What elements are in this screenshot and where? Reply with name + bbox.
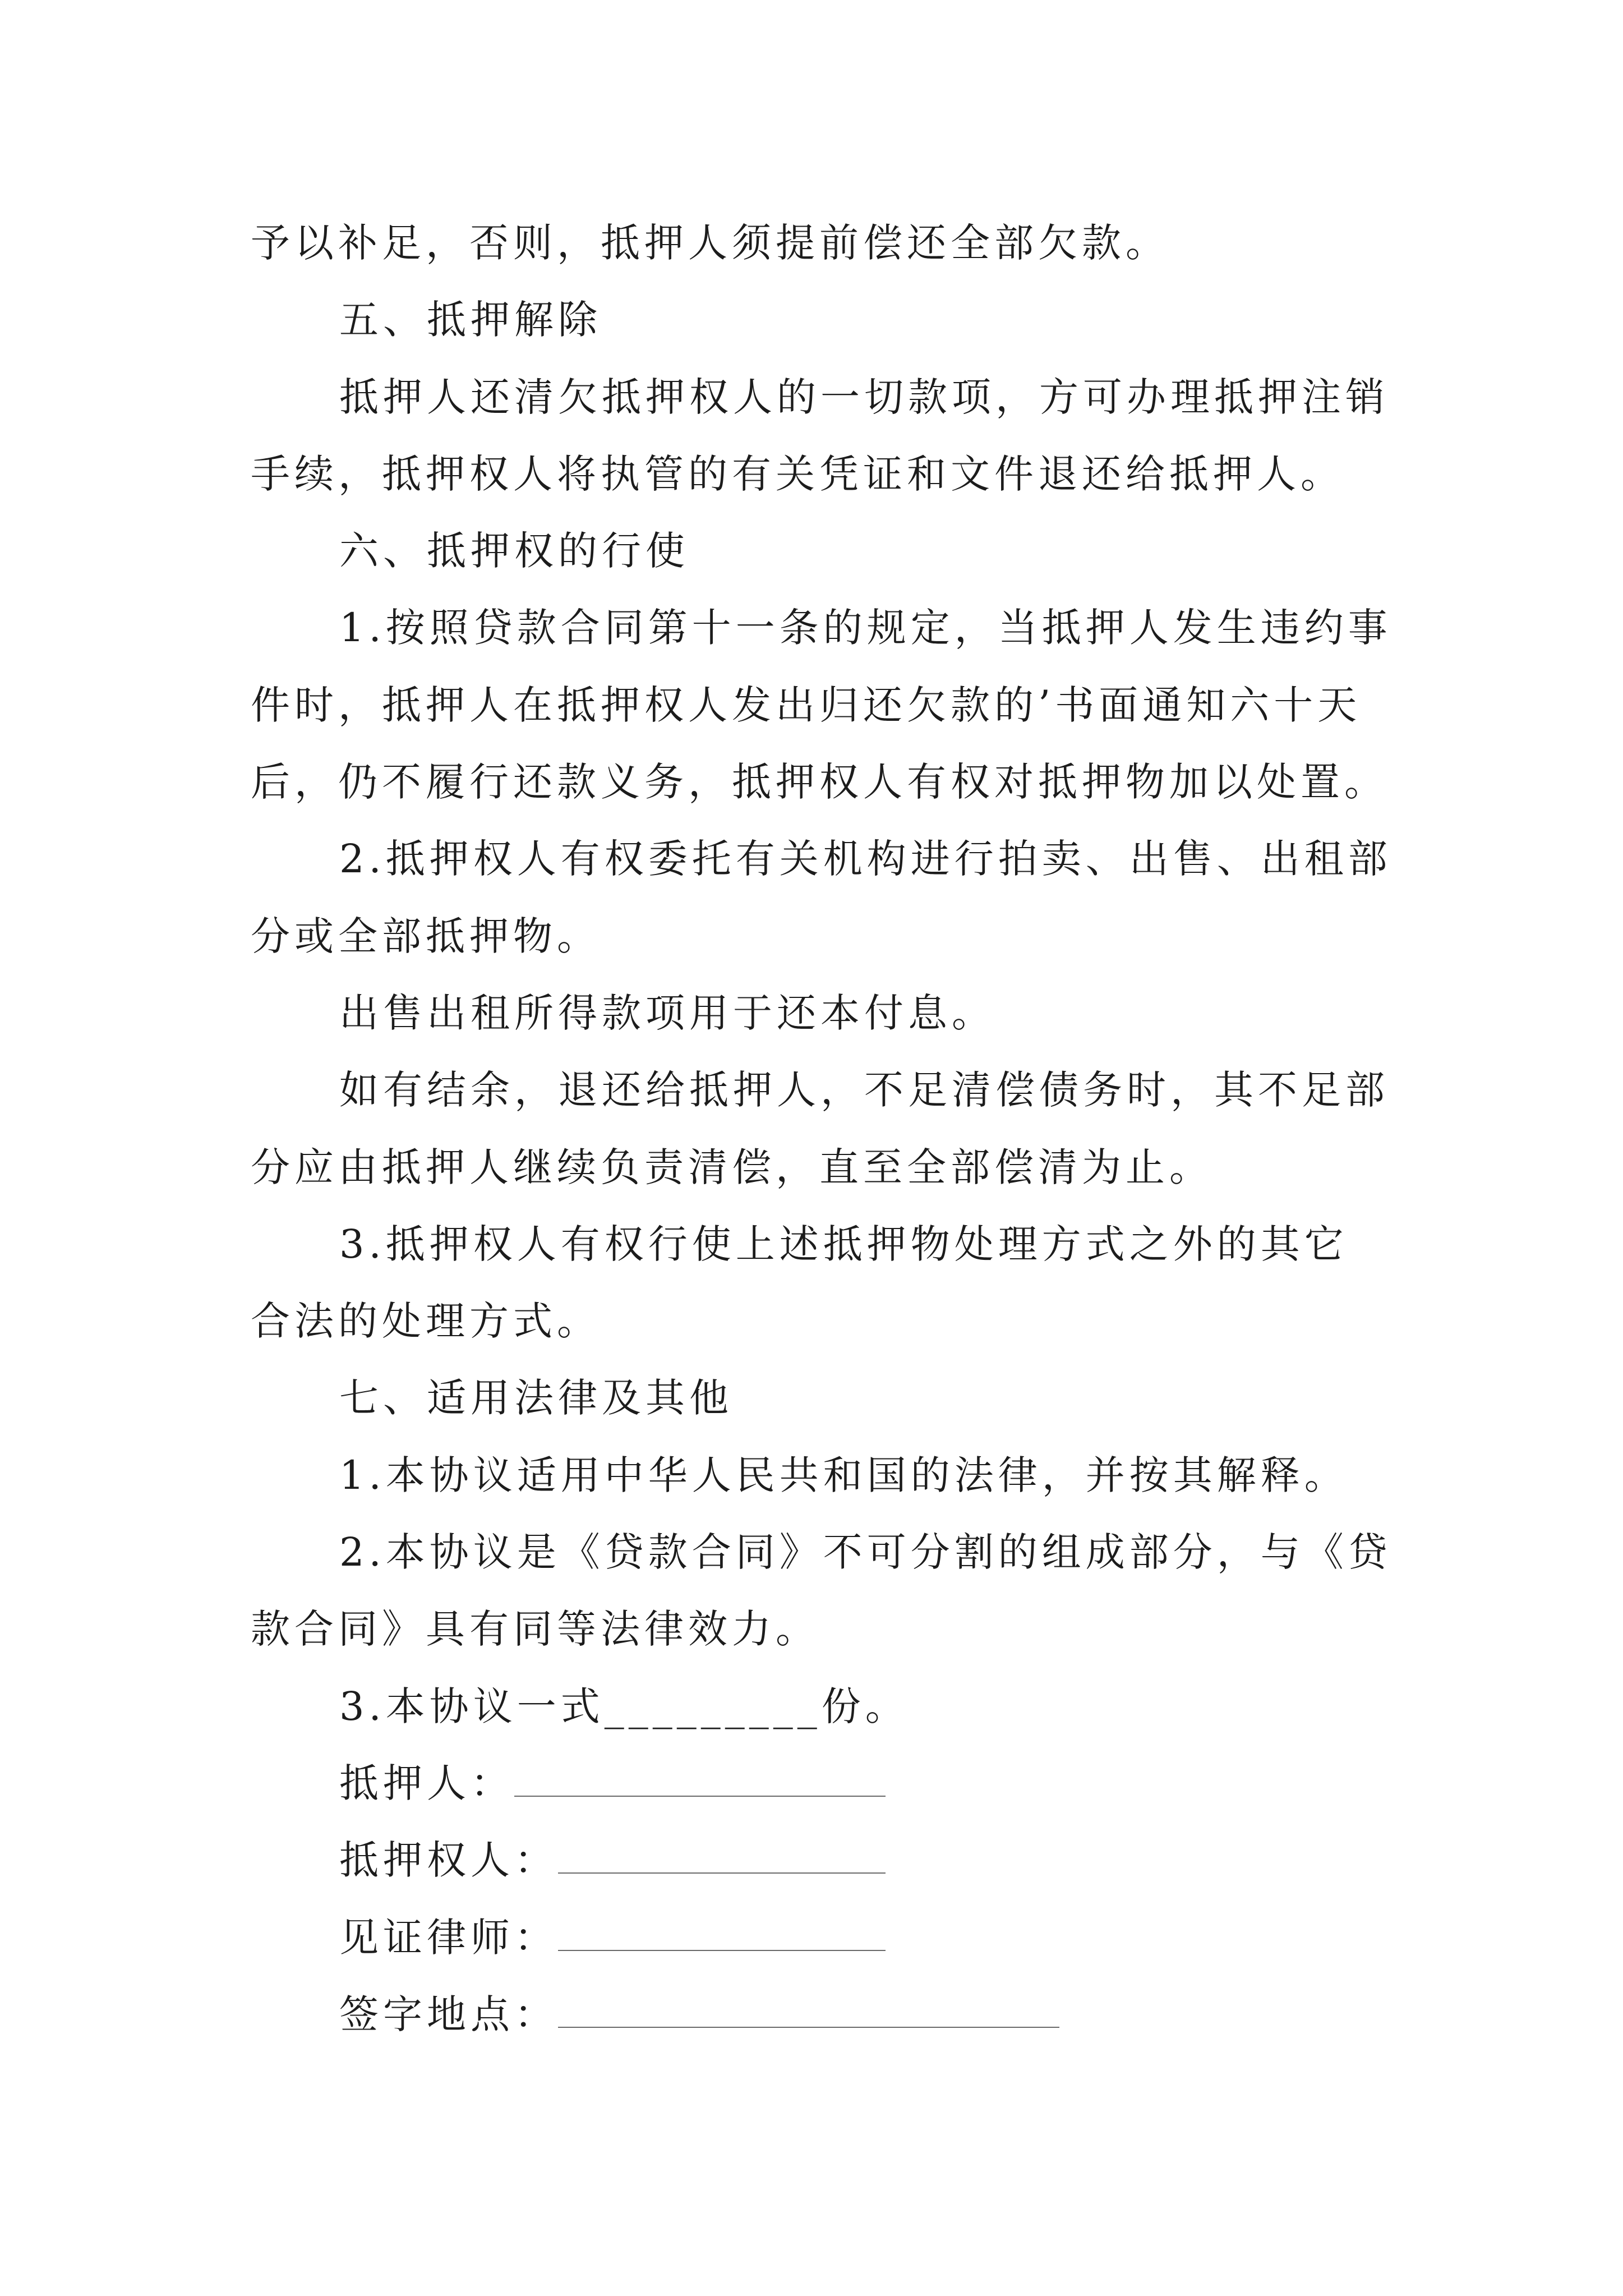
signature-label: 见证律师： bbox=[339, 1914, 558, 1961]
paragraph-line: 分或全部抵押物。 bbox=[251, 913, 601, 959]
paragraph-line: 合法的处理方式。 bbox=[251, 1298, 601, 1345]
signature-blank bbox=[558, 1950, 886, 1951]
section-heading: 七、适用法律及其他 bbox=[339, 1375, 733, 1421]
signature-row-mortgagor bbox=[251, 1745, 1428, 1822]
signature-row-witness-lawyer bbox=[251, 1899, 1428, 1976]
paragraph-line: 抵押人还清欠抵押权人的一切款项，方可办理抵押注销 bbox=[339, 374, 1389, 420]
paragraph-line: 1.本协议适用中华人民共和国的法律，并按其解释。 bbox=[339, 1452, 1348, 1498]
copies-line: 3.本协议一式_________份。 bbox=[339, 1683, 909, 1729]
paragraph-line: 2.本协议是《贷款合同》不可分割的组成部分，与《贷 bbox=[339, 1529, 1392, 1576]
section-heading: 五、抵押解除 bbox=[339, 297, 602, 343]
paragraph-line: 1.按照贷款合同第十一条的规定，当抵押人发生违约事 bbox=[339, 605, 1392, 651]
signature-label: 签字地点： bbox=[339, 1991, 558, 2037]
paragraph-line: 2.抵押权人有权委托有关机构进行拍卖、出售、出租部 bbox=[339, 836, 1392, 882]
paragraph-line: 件时，抵押人在抵押权人发出归还欠款的’书面通知六十天 bbox=[251, 682, 1362, 728]
paragraph-line: 分应由抵押人继续负责清偿，直至全部偿清为止。 bbox=[251, 1144, 1213, 1190]
signature-row-signing-place bbox=[251, 1976, 1428, 2053]
paragraph-line: 后，仍不履行还款义务，抵押权人有权对抵押物加以处置。 bbox=[251, 759, 1388, 806]
paragraph-line: 3.抵押权人有权行使上述抵押物处理方式之外的其它 bbox=[339, 1221, 1348, 1267]
paragraph-line: 予以补足，否则，抵押人须提前偿还全部欠款。 bbox=[251, 220, 1169, 266]
signature-blank bbox=[514, 1796, 886, 1797]
signature-blank bbox=[558, 2027, 1059, 2028]
section-heading: 六、抵押权的行使 bbox=[339, 528, 689, 574]
paragraph-line: 如有结余，退还给抵押人，不足清偿债务时，其不足部 bbox=[339, 1067, 1389, 1114]
signature-blank bbox=[558, 1872, 886, 1874]
paragraph-line: 款合同》具有同等法律效力。 bbox=[251, 1606, 819, 1653]
paragraph-line: 手续，抵押权人将执管的有关凭证和文件退还给抵押人。 bbox=[251, 450, 1344, 497]
signature-label: 抵押权人： bbox=[339, 1837, 558, 1884]
paragraph-line: 出售出租所得款项用于还本付息。 bbox=[339, 990, 995, 1036]
signature-label: 抵押人： bbox=[339, 1760, 514, 1806]
document-page bbox=[251, 205, 1428, 2053]
signature-row-mortgagee bbox=[251, 1822, 1428, 1899]
